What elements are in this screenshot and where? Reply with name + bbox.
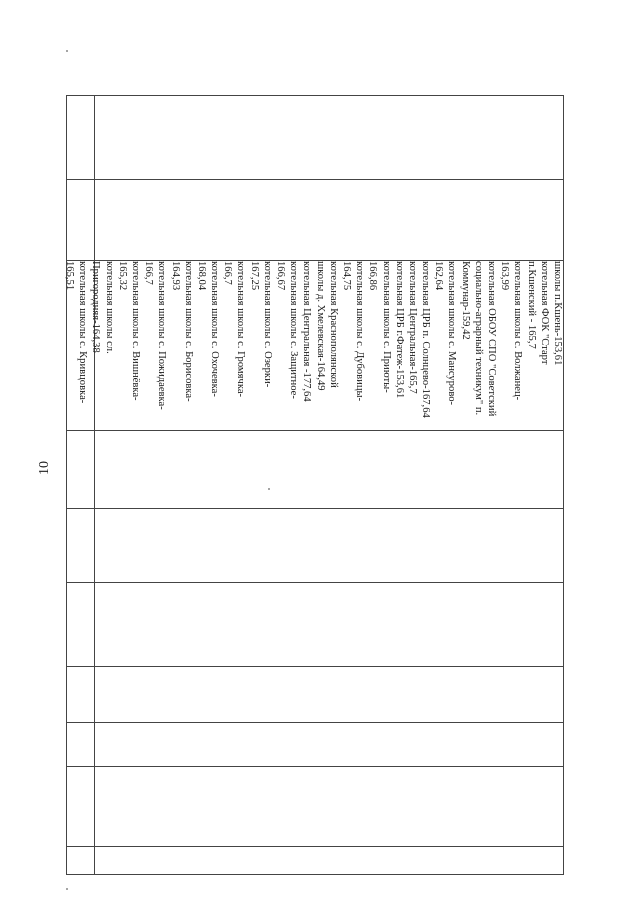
cell-line: котельная школы с. Кривцовка- (77, 261, 89, 404)
cell-line: социально-аграрный техникум" п. (472, 261, 484, 416)
cell-line: котельная школы с. Борисовка- (182, 261, 194, 402)
cell-line: котельная школы с. Мансурово- (446, 261, 458, 406)
cell-line: котельная ЦРБ п. Солнцево-167,64 (420, 261, 432, 418)
cell-line: котельная школы сл. (103, 261, 115, 354)
cell-line: котельная ФОК "Старт (538, 261, 550, 365)
cell-line: 164,75 (341, 261, 352, 291)
cell-line: п.Кшенский - 165,7 (525, 261, 537, 349)
cell-line: котельная школы с. Охочевка- (209, 261, 221, 397)
cell-line: котельная Центральная-165,7 (406, 261, 418, 394)
cell-line: котельная школы с. Волжанец- (512, 261, 524, 401)
cell-line: 164,93 (169, 261, 181, 291)
cell-line: котельная школы с. Приюты- (380, 261, 392, 393)
table-frame (66, 95, 564, 875)
row-divider (67, 722, 563, 723)
cell-line: котельная школы с. Громячка- (235, 261, 247, 398)
row-divider (67, 846, 563, 847)
scan-speck (268, 488, 270, 490)
cell-line: котельная Центральная -177,64 (301, 261, 313, 402)
cell-line: котельная ЦРБ г.Фатеж-153,61 (393, 261, 405, 399)
row-divider (67, 508, 563, 509)
cell-line: котельная школы с. Дубовицы- (354, 261, 366, 402)
cell-line: котельная школы с. Пожидаевка- (156, 261, 168, 410)
page-number: 10 (37, 461, 52, 475)
cell-line: 166,67 (275, 261, 287, 291)
cell-line: 162,64 (433, 261, 445, 291)
cell-line: котельная Краснополянской (327, 261, 339, 388)
cell-line: 167,25 (248, 261, 260, 291)
scan-speck (66, 888, 68, 890)
row-divider (67, 430, 563, 431)
row-divider (67, 766, 563, 767)
cell-line: 165,51 (64, 261, 76, 291)
cell-line: котельная школы с. Защитное- (288, 261, 300, 399)
row-divider (67, 666, 563, 667)
cell-line: 168,04 (195, 261, 207, 291)
scan-speck (66, 50, 68, 52)
boiler-list-text (64, 260, 564, 430)
cell-line: школы п.Кшень-153,61 (552, 261, 563, 366)
cell-line: Пригородняя-164,38 (90, 261, 102, 353)
row-divider (67, 582, 563, 583)
cell-line: 166,7 (143, 261, 155, 285)
boiler-list-cell (64, 260, 564, 430)
cell-line: школы д. Хмелевская-164,49 (314, 261, 326, 391)
cell-line: 163,99 (499, 261, 511, 291)
cell-line: 166,86 (367, 261, 379, 291)
cell-line: котельная школы с. Озерки- (261, 261, 273, 388)
column-divider (94, 96, 95, 874)
cell-line: котельная ОБОУ СПО "Советский (486, 261, 498, 417)
cell-line: 165,32 (116, 261, 128, 291)
cell-line: котельная школы с. Вишнёвка- (130, 261, 141, 401)
row-divider (67, 179, 563, 180)
cell-line: 166,7 (222, 261, 234, 285)
cell-line: Коммунар-159,42 (459, 261, 471, 340)
